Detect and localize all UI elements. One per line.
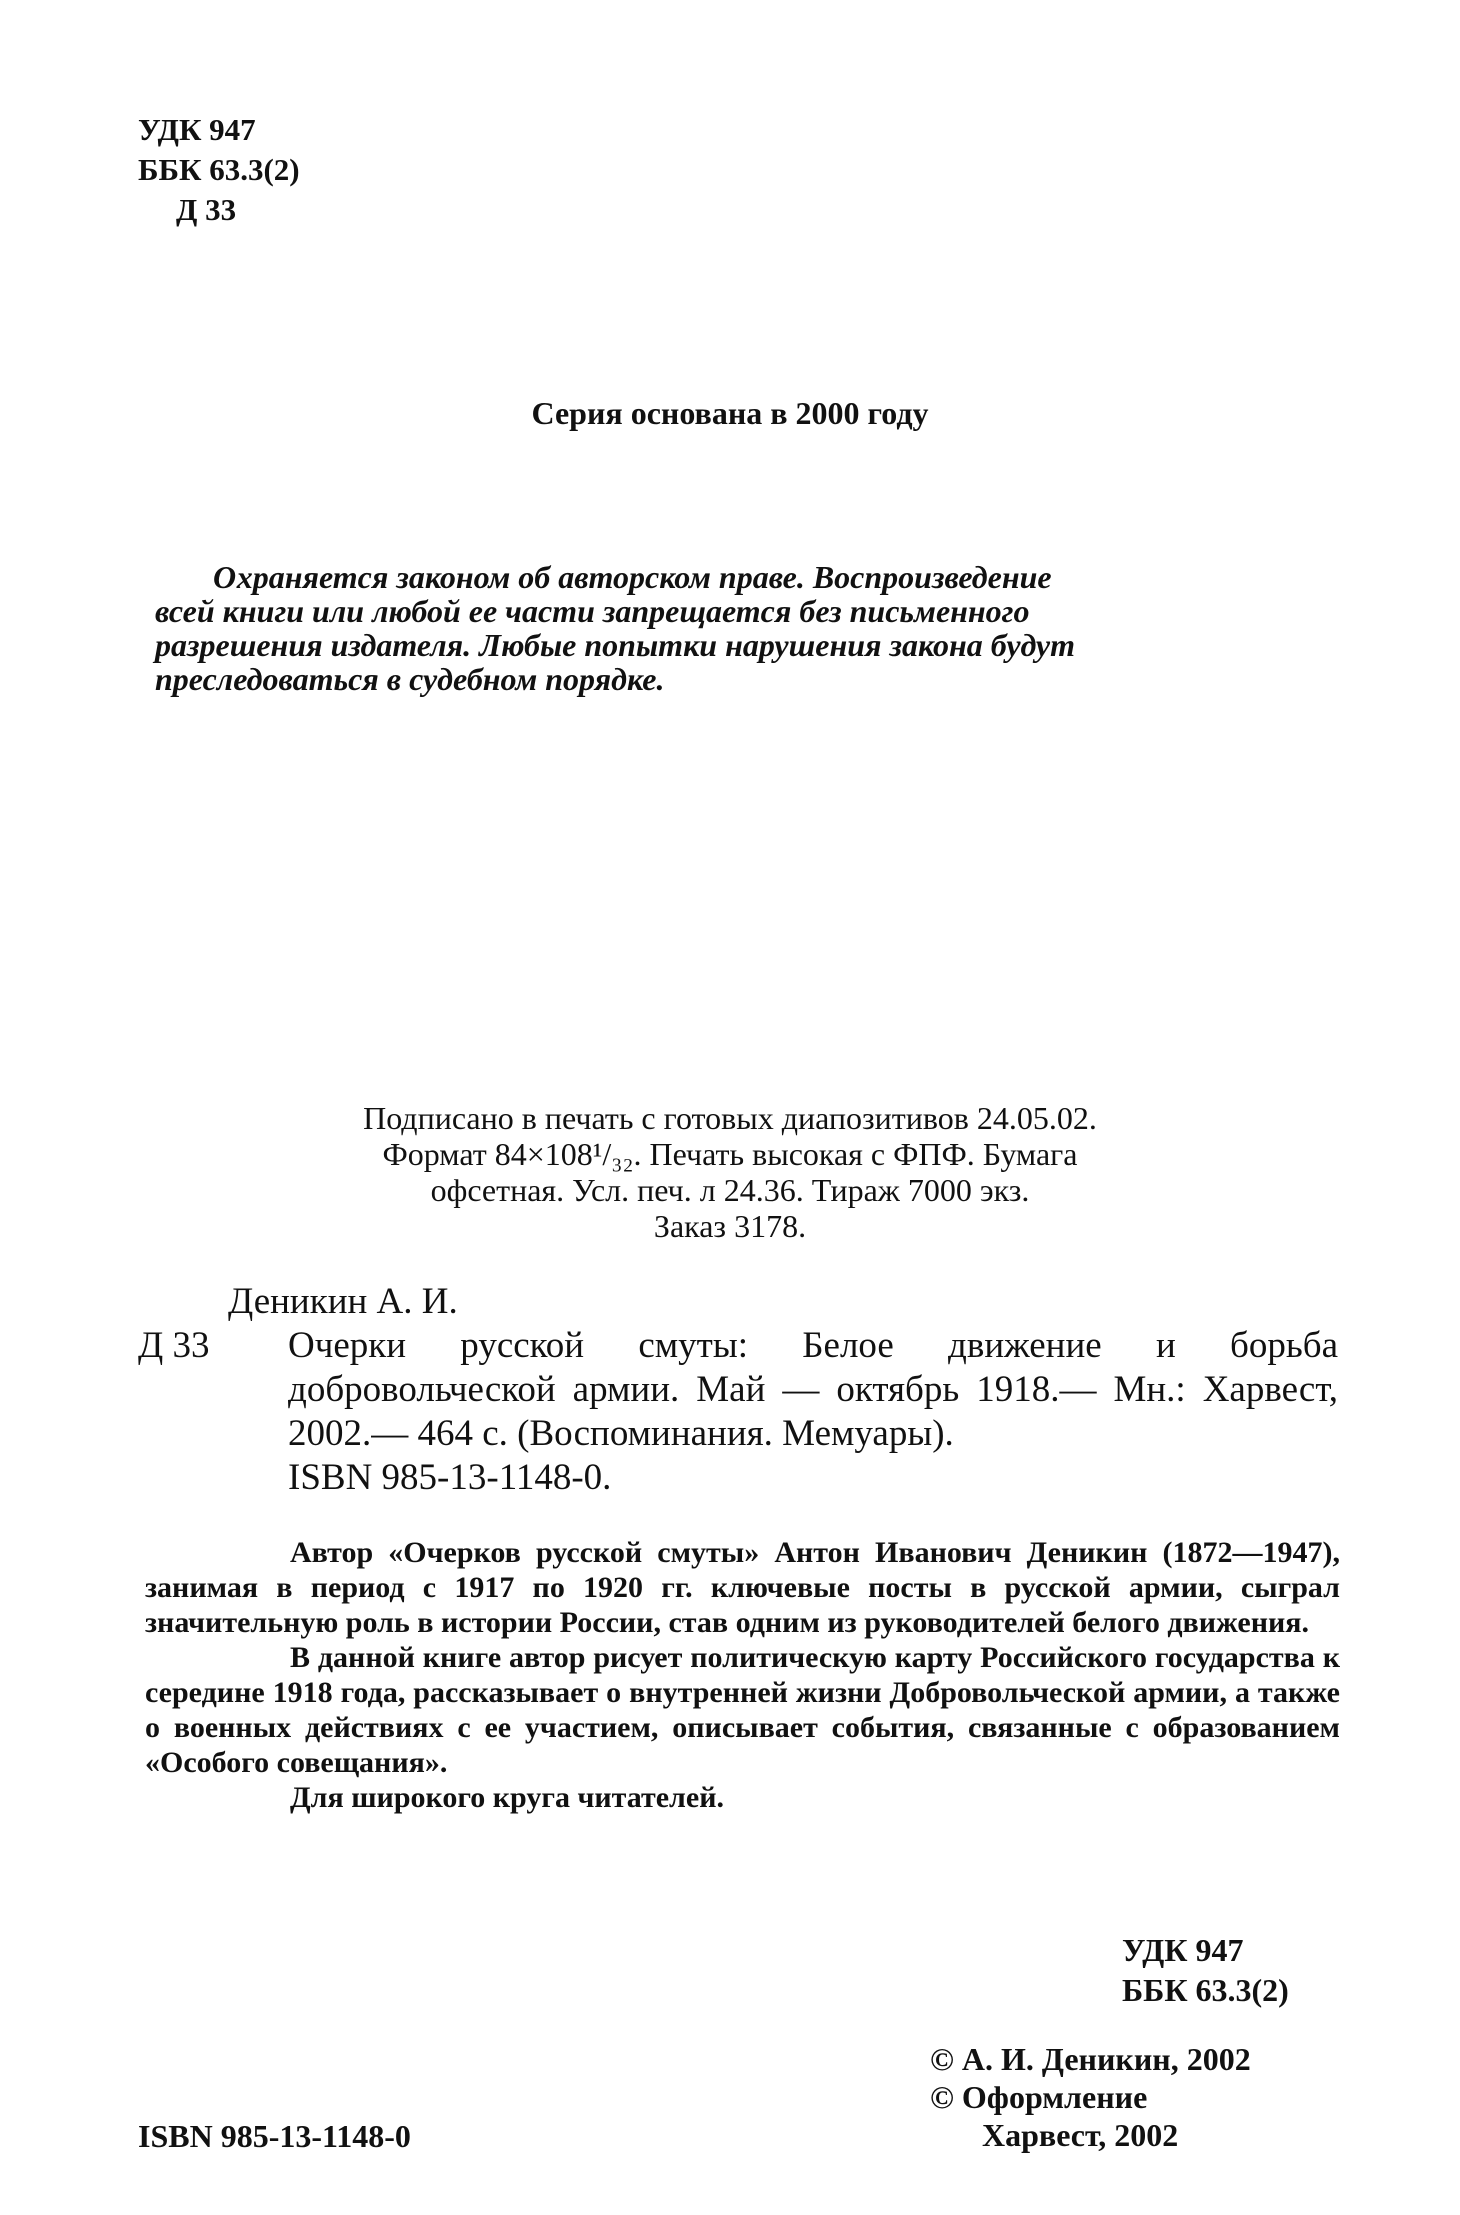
udk-code: УДК 947 xyxy=(1122,1932,1244,1968)
annotation-paragraph: Автор «Очерков русской смуты» Антон Иванович Деникин (1872—1947), занимая в период с 1917 по 1920 гг. ключевые посты в русской армии, сыграл значительную роль в истории России, став одним из руководителей белого движения. xyxy=(145,1536,1340,1639)
record-row xyxy=(138,1324,1338,1456)
classification-bottom xyxy=(1122,1930,1289,2010)
imprint-line: Заказ 3178. xyxy=(653,1208,807,1244)
record-code: Д 33 xyxy=(138,1325,210,1366)
imprint-line: офсетная. Усл. печ. л 24.36. Тираж 7000 экз. xyxy=(430,1172,1030,1208)
copyright-warning-line: разрешения издателя. Любые попытки нарушения закона будут xyxy=(155,627,1075,663)
copyright-notices xyxy=(930,2040,1251,2154)
annotation xyxy=(145,1535,1340,1815)
imprint-line: Подписано в печать с готовых диапозитивов 24.05.02. xyxy=(363,1100,1097,1136)
imprint-block xyxy=(0,1100,1460,1244)
annotation-paragraph: Для широкого круга читателей. xyxy=(290,1781,724,1814)
imprint-line: Формат 84×108¹/₃₂. Печать высокая с ФПФ. Бумага xyxy=(382,1136,1078,1172)
copyright-warning-line: преследоваться в судебном порядке. xyxy=(155,661,665,697)
bbk-code: ББК 63.3(2) xyxy=(138,152,300,187)
classification-top xyxy=(138,110,300,230)
author-copyright: © А. И. Деникин, 2002 xyxy=(930,2041,1251,2077)
series-note: Серия основана в 2000 году xyxy=(531,395,929,431)
record-author: Деникин А. И. xyxy=(228,1281,458,1322)
author-mark: Д 33 xyxy=(176,192,237,227)
isbn-bottom: ISBN 985-13-1148-0 xyxy=(138,2118,411,2154)
design-copyright: © Оформление xyxy=(930,2079,1148,2115)
design-copyright-publisher: Харвест, 2002 xyxy=(982,2117,1179,2153)
annotation-paragraph: В данной книге автор рисует политическую карту Российского государства к середине 1918 года, рассказывает о внутренней жизни Добровольческой армии, а также о военных действиях с ее участием, описывает события, связанные с образованием «Особого совещания». xyxy=(145,1641,1340,1779)
record-description: Очерки русской смуты: Белое движение и борьба добровольческой армии. Май — октябрь 1918.— Мн.: Харвест, 2002.— 464 с. (Воспоминания. Мемуары). xyxy=(288,1325,1338,1454)
udk-code: УДК 947 xyxy=(138,112,256,147)
record-isbn: ISBN 985-13-1148-0. xyxy=(288,1457,612,1498)
copyright-warning-line: всей книги или любой ее части запрещается без письменного xyxy=(155,593,1030,629)
bbk-code: ББК 63.3(2) xyxy=(1122,1972,1289,2008)
copyright-warning xyxy=(155,560,1255,696)
bibliographic-record xyxy=(138,1280,1338,1500)
copyright-warning-line: Охраняется законом об авторском праве. Воспроизведение xyxy=(213,559,1052,595)
